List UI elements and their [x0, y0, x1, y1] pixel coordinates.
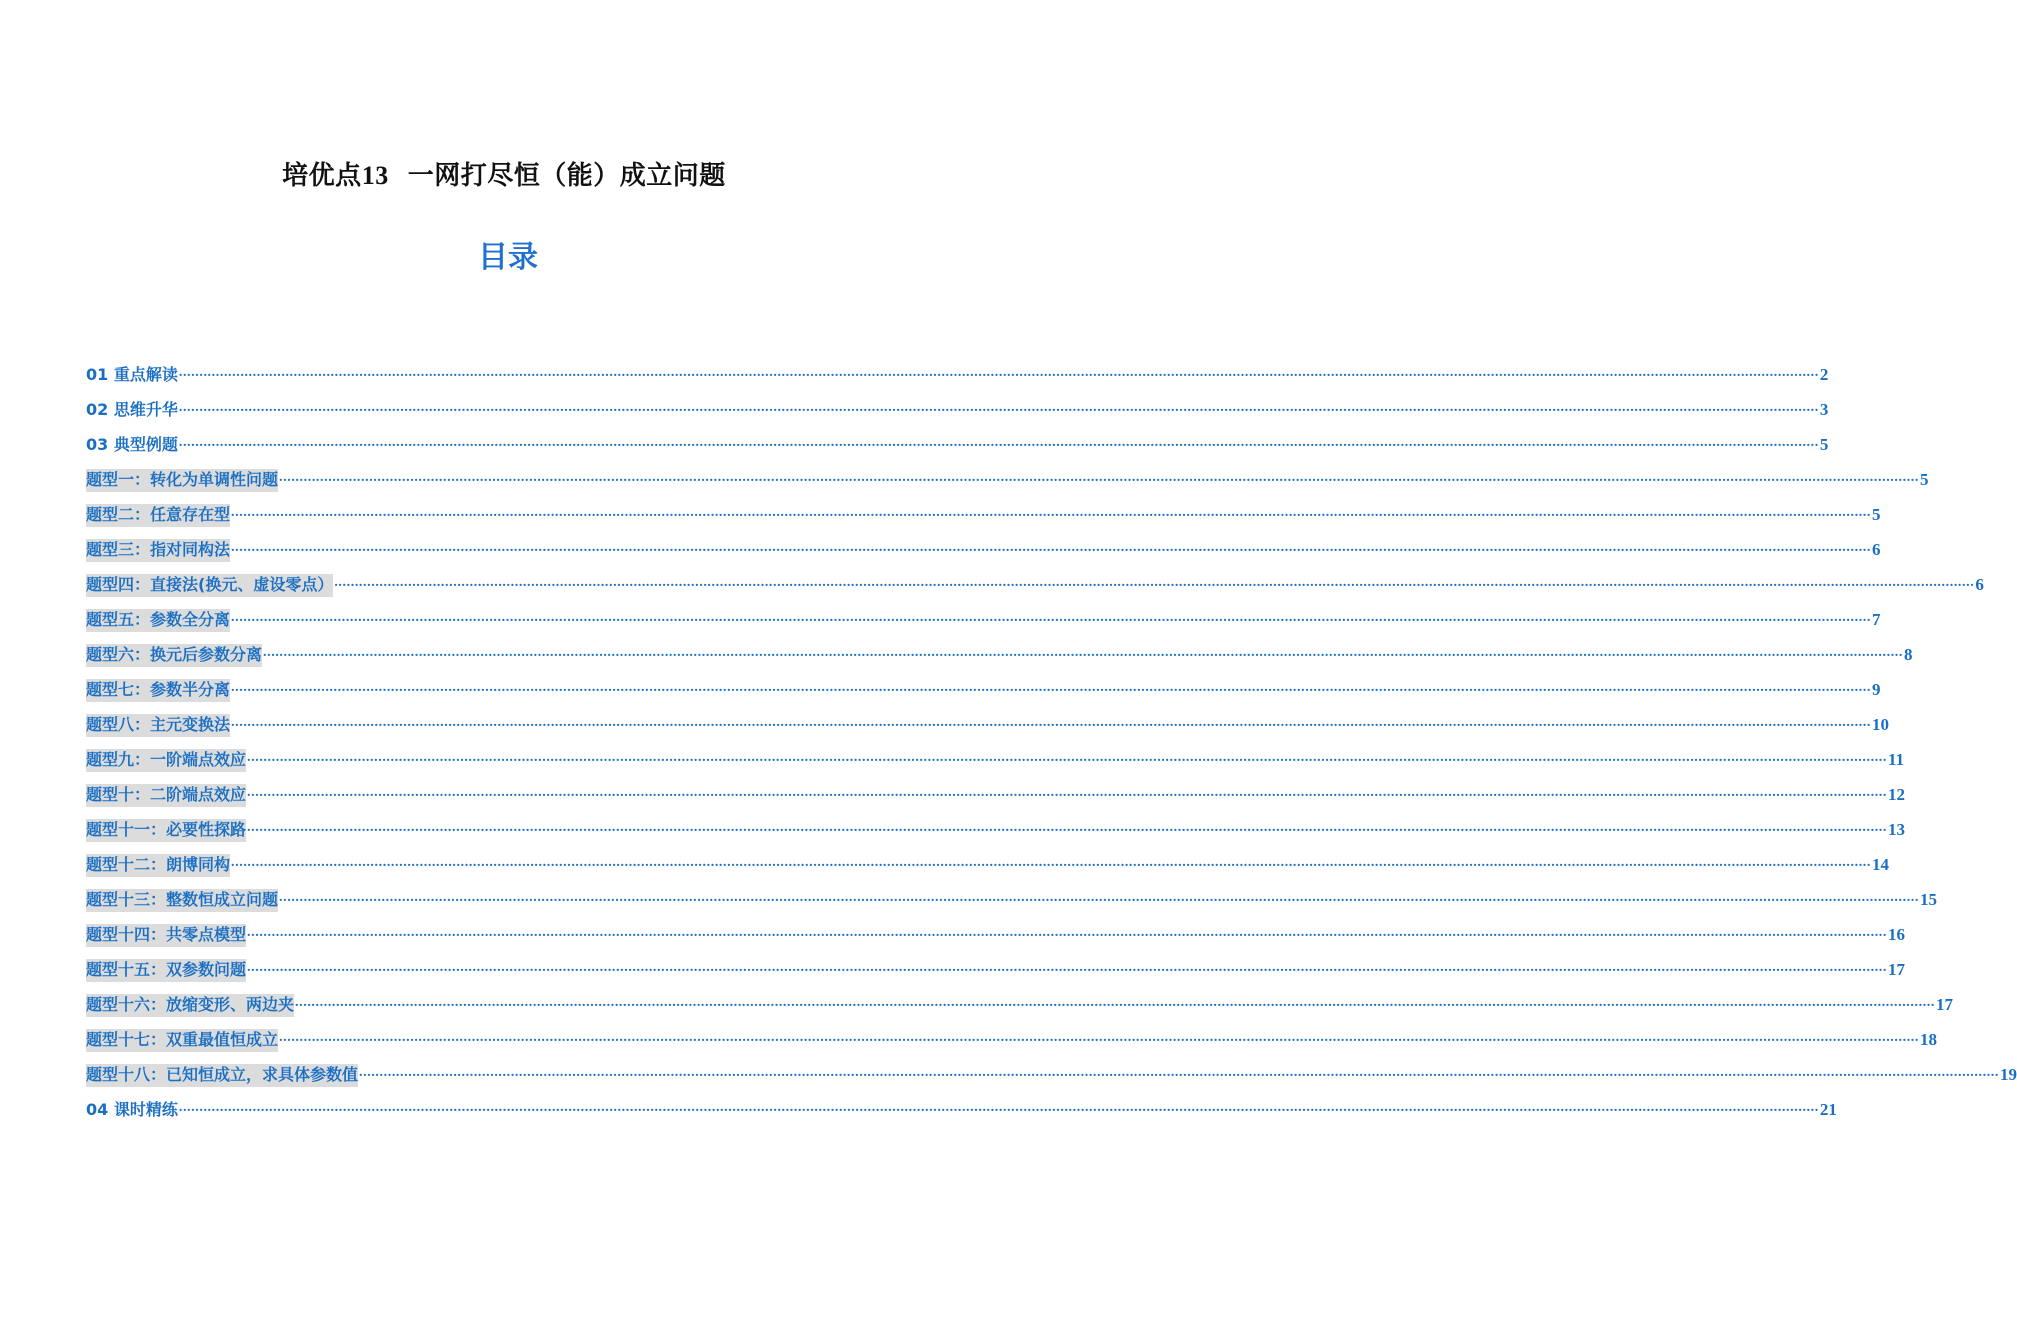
- toc-entry[interactable]: [86, 1052, 2017, 1087]
- toc-leader-dots: ................................................................................................................................................................................................................................................................................................................................................................................................................: [178, 365, 1819, 380]
- toc-entry-page[interactable]: 7: [1872, 610, 1881, 629]
- toc-leader-dots: ................................................................................................................................................................................................................................................................................................................................................................................................................: [247, 820, 1888, 835]
- toc-entry-label[interactable]: 题型三：指对同构法: [86, 539, 230, 562]
- toc-entry-label[interactable]: 题型十八：已知恒成立，求具体参数值: [86, 1064, 358, 1087]
- toc-leader-dots: ................................................................................................................................................................................................................................................................................................................................................................................................................: [279, 470, 1920, 485]
- toc-entry[interactable]: [86, 737, 1905, 772]
- toc-entry-label[interactable]: 题型四：直接法(换元、虚设零点）: [86, 574, 333, 597]
- toc-entry-label[interactable]: 题型一：转化为单调性问题: [86, 469, 278, 492]
- toc-entry-page[interactable]: 15: [1920, 890, 1938, 909]
- toc-entry-label[interactable]: 题型十：二阶端点效应: [86, 784, 246, 807]
- toc-leader-dots: ................................................................................................................................................................................................................................................................................................................................................................................................................: [231, 855, 1872, 870]
- toc-leader-dots: ................................................................................................................................................................................................................................................................................................................................................................................................................: [247, 960, 1888, 975]
- toc-entry-label[interactable]: 题型十四：共零点模型: [86, 924, 246, 947]
- toc-leader-dots: ................................................................................................................................................................................................................................................................................................................................................................................................................: [279, 1030, 1920, 1045]
- toc-entry-page[interactable]: 10: [1872, 715, 1890, 734]
- toc-entry-page[interactable]: 13: [1888, 820, 1906, 839]
- toc-entry[interactable]: [86, 772, 1906, 807]
- toc-entry-page[interactable]: 3: [1819, 400, 1829, 419]
- toc-leader-dots: ................................................................................................................................................................................................................................................................................................................................................................................................................: [231, 680, 1872, 695]
- toc-entry[interactable]: [86, 1087, 1837, 1122]
- toc-entry-label[interactable]: 04 课时精练: [86, 1100, 178, 1119]
- toc-entry-page[interactable]: 9: [1872, 680, 1881, 699]
- toc-entry-label[interactable]: 03 典型例题: [86, 435, 178, 454]
- toc-entry-label[interactable]: 02 思维升华: [86, 400, 178, 419]
- toc-leader-dots: ................................................................................................................................................................................................................................................................................................................................................................................................................: [263, 645, 1904, 660]
- toc-entry-page[interactable]: 14: [1872, 855, 1890, 874]
- toc-leader-dots: ................................................................................................................................................................................................................................................................................................................................................................................................................: [359, 1065, 2000, 1080]
- toc-heading: 目录: [478, 240, 538, 275]
- toc-entry-page[interactable]: 12: [1888, 785, 1906, 804]
- toc-entry[interactable]: [86, 842, 1890, 877]
- toc-entry-page[interactable]: 17: [1936, 995, 1954, 1014]
- toc-entry-page[interactable]: 2: [1819, 365, 1829, 384]
- toc-entry[interactable]: [86, 982, 1954, 1017]
- toc-entry-page[interactable]: 19: [2000, 1065, 2017, 1084]
- toc-leader-dots: ................................................................................................................................................................................................................................................................................................................................................................................................................: [178, 1100, 1819, 1115]
- toc-entry-page[interactable]: 16: [1888, 925, 1906, 944]
- toc-entry-page[interactable]: 5: [1920, 470, 1929, 489]
- toc-entry[interactable]: [86, 702, 1890, 737]
- toc-entry[interactable]: [86, 492, 1881, 527]
- toc-entry-label[interactable]: 题型十三：整数恒成立问题: [86, 889, 278, 912]
- toc-entry-label[interactable]: 题型七：参数半分离: [86, 679, 230, 702]
- toc-entry[interactable]: [86, 912, 1906, 947]
- toc-entry[interactable]: [86, 632, 1913, 667]
- toc-entry-page[interactable]: 18: [1920, 1030, 1938, 1049]
- toc-entry[interactable]: [86, 527, 1881, 562]
- toc-entry-page[interactable]: 5: [1819, 435, 1829, 454]
- title-prefix: 培优点: [282, 161, 362, 191]
- title-number: 13: [361, 161, 389, 190]
- toc-entry[interactable]: [86, 422, 1829, 457]
- table-of-contents: [86, 352, 2017, 1122]
- toc-entry[interactable]: [86, 1017, 1938, 1052]
- toc-entry-page[interactable]: 8: [1904, 645, 1913, 664]
- toc-leader-dots: ................................................................................................................................................................................................................................................................................................................................................................................................................: [247, 750, 1888, 765]
- toc-leader-dots: ................................................................................................................................................................................................................................................................................................................................................................................................................: [231, 505, 1872, 520]
- toc-leader-dots: ................................................................................................................................................................................................................................................................................................................................................................................................................: [247, 925, 1888, 940]
- toc-entry-label[interactable]: 题型十五：双参数问题: [86, 959, 246, 982]
- toc-leader-dots: ................................................................................................................................................................................................................................................................................................................................................................................................................: [279, 890, 1920, 905]
- toc-entry-label[interactable]: 题型六：换元后参数分离: [86, 644, 262, 667]
- title-text: 一网打尽恒（能）成立问题: [407, 161, 726, 191]
- toc-entry-label[interactable]: 题型八：主元变换法: [86, 714, 230, 737]
- toc-leader-dots: ................................................................................................................................................................................................................................................................................................................................................................................................................: [231, 540, 1872, 555]
- toc-entry[interactable]: [86, 947, 1906, 982]
- toc-leader-dots: ................................................................................................................................................................................................................................................................................................................................................................................................................: [334, 575, 1975, 590]
- toc-leader-dots: ................................................................................................................................................................................................................................................................................................................................................................................................................: [231, 610, 1872, 625]
- toc-entry[interactable]: [86, 352, 1829, 387]
- toc-entry[interactable]: [86, 562, 1984, 597]
- toc-entry-label[interactable]: 01 重点解读: [86, 365, 178, 384]
- toc-entry-label[interactable]: 题型五：参数全分离: [86, 609, 230, 632]
- toc-entry-label[interactable]: 题型二：任意存在型: [86, 504, 230, 527]
- toc-entry-label[interactable]: 题型九：一阶端点效应: [86, 749, 246, 772]
- document-title: [0, 155, 1008, 192]
- toc-entry-page[interactable]: 21: [1819, 1100, 1837, 1119]
- toc-leader-dots: ................................................................................................................................................................................................................................................................................................................................................................................................................: [178, 400, 1819, 415]
- toc-entry[interactable]: [86, 457, 1929, 492]
- toc-leader-dots: ................................................................................................................................................................................................................................................................................................................................................................................................................: [295, 995, 1936, 1010]
- toc-leader-dots: ................................................................................................................................................................................................................................................................................................................................................................................................................: [247, 785, 1888, 800]
- toc-entry-label[interactable]: 题型十二：朗博同构: [86, 854, 230, 877]
- toc-entry[interactable]: [86, 807, 1906, 842]
- toc-entry-label[interactable]: 题型十六：放缩变形、两边夹: [86, 994, 294, 1017]
- toc-entry-page[interactable]: 17: [1888, 960, 1906, 979]
- toc-entry[interactable]: [86, 877, 1938, 912]
- toc-entry-page[interactable]: 6: [1975, 575, 1984, 594]
- toc-entry[interactable]: [86, 387, 1829, 422]
- toc-entry-page[interactable]: 5: [1872, 505, 1881, 524]
- toc-entry-page[interactable]: 6: [1872, 540, 1881, 559]
- toc-entry-label[interactable]: 题型十一：必要性探路: [86, 819, 246, 842]
- toc-entry-page[interactable]: 11: [1888, 750, 1905, 769]
- toc-entry-label[interactable]: 题型十七：双重最值恒成立: [86, 1029, 278, 1052]
- toc-leader-dots: ................................................................................................................................................................................................................................................................................................................................................................................................................: [178, 435, 1819, 450]
- toc-leader-dots: ................................................................................................................................................................................................................................................................................................................................................................................................................: [231, 715, 1872, 730]
- toc-entry[interactable]: [86, 597, 1881, 632]
- toc-entry[interactable]: [86, 667, 1881, 702]
